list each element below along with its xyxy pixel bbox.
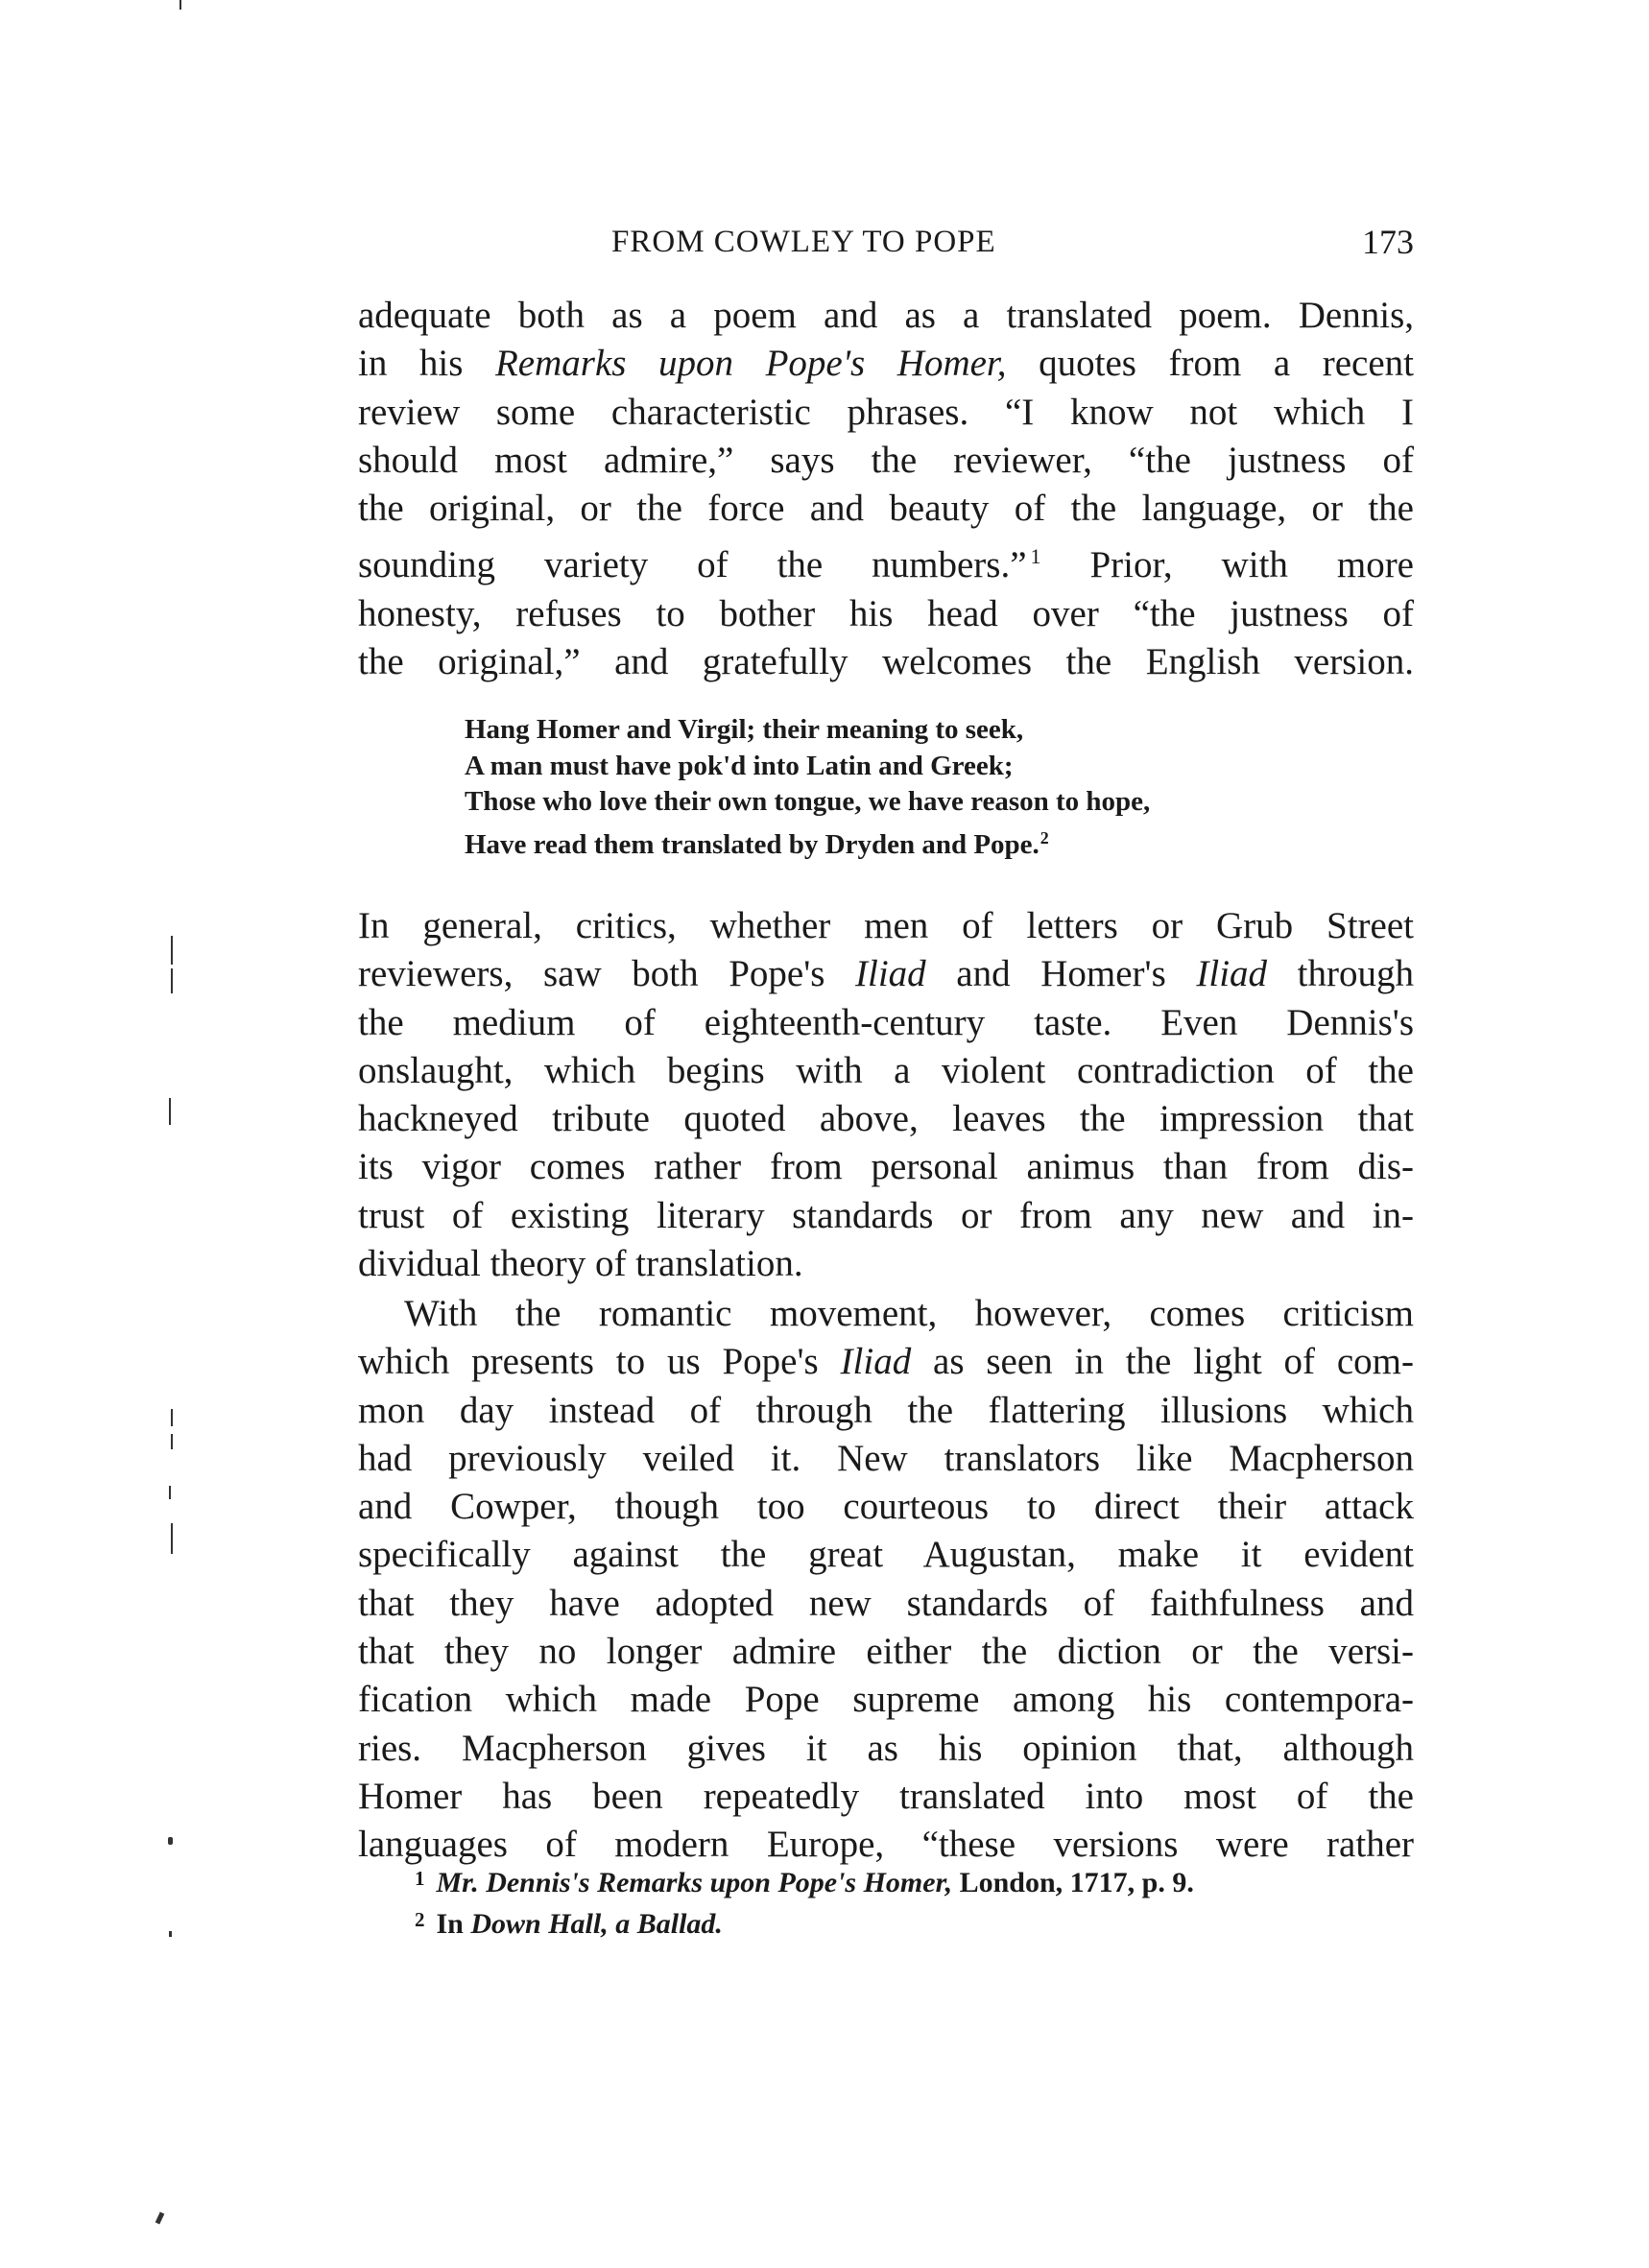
text-line: the original,” and gratefully welcomes the English version. (358, 641, 1414, 683)
running-title: FROM COWLEY TO POPE (611, 225, 996, 259)
text-line: onslaught, which begins with a violent contradiction of the (358, 1049, 1414, 1091)
book-title: Iliad (840, 1341, 912, 1383)
text-run: through (1267, 953, 1414, 995)
footnotes (415, 1860, 1422, 1943)
text-run: sounding variety of the numbers.” (358, 544, 1027, 586)
book-title: Mr. Dennis's Remarks upon Pope's Homer, (436, 1867, 953, 1898)
scan-speck (171, 1434, 173, 1449)
scan-speck (171, 1523, 173, 1554)
page-number: 173 (1362, 223, 1414, 261)
text-run: Prior, with more (1040, 544, 1414, 586)
text-run: quotes from a recent (1006, 343, 1414, 385)
verse-line (465, 821, 1405, 864)
text-line (358, 950, 1414, 998)
footnote-mark: 2 (415, 1908, 425, 1931)
scan-speck (169, 1486, 171, 1499)
text-run: which presents to us Pope's (358, 1341, 841, 1383)
text-line: had previously veiled it. New translators like Macpherson (358, 1437, 1414, 1479)
footnote-2 (415, 1901, 1422, 1943)
text-line: the medium of eighteenth-century taste. Even Dennis's (358, 1001, 1414, 1043)
footnote-ref: 1 (1030, 544, 1041, 569)
text-line: specifically against the great Augustan, make it evident (358, 1534, 1414, 1576)
text-line: and Cowper, though too courteous to direct their attack (358, 1486, 1414, 1528)
text-line (358, 533, 1414, 589)
book-title: Iliad (855, 953, 926, 995)
scan-speck (171, 968, 173, 993)
footnote-ref: 2 (1040, 827, 1049, 848)
running-header (358, 217, 1414, 267)
scan-speck (168, 1837, 173, 1845)
paragraph-1 (358, 292, 1414, 686)
verse-line: Hang Homer and Virgil; their meaning to seek, (465, 714, 1024, 745)
text-line: fication which made Pope supreme among his contempora- (358, 1679, 1414, 1721)
book-title: Iliad (1196, 953, 1268, 995)
verse-line: Those who love their own tongue, we have reason to hope, (465, 786, 1151, 817)
text-run: as seen in the light of com- (911, 1341, 1414, 1383)
verse-line: A man must have pok'd into Latin and Greek; (465, 750, 1014, 781)
book-title: Remarks upon Pope's Homer, (494, 343, 1007, 385)
text-line: that they no longer admire either the diction or the versi- (358, 1631, 1414, 1673)
scan-speck (169, 1098, 171, 1125)
text-line: In general, critics, whether men of letters or Grub Street (358, 905, 1414, 946)
text-run: reviewers, saw both Pope's (358, 953, 856, 995)
text-run: In (436, 1908, 471, 1940)
text-line: languages of modern Europe, “these versions were rather (358, 1824, 1414, 1866)
scan-speck (179, 0, 181, 10)
text-line: hackneyed tribute quoted above, leaves the impression that (358, 1098, 1414, 1140)
text-line: ries. Macpherson gives it as his opinion that, although (358, 1727, 1414, 1769)
text-run: and Homer's (925, 953, 1197, 995)
text-line: that they have adopted new standards of faithfulness and (358, 1582, 1414, 1624)
text-line (358, 1338, 1414, 1386)
verse-quotation (465, 712, 1405, 863)
text-line: the original, or the force and beauty of the language, or the (358, 488, 1414, 530)
paragraph-2 (358, 902, 1414, 1288)
text-line: its vigor comes rather from personal animus than from dis- (358, 1146, 1414, 1188)
text-line: honesty, refuses to bother his head over “the justness of (358, 592, 1414, 634)
scan-speck (171, 1409, 173, 1426)
text-line: mon day instead of through the flattering illusions which (358, 1389, 1414, 1431)
text-line: adequate both as a poem and as a translated poem. Dennis, (358, 295, 1414, 336)
footnote-mark: 1 (415, 1867, 425, 1890)
paragraph-3 (358, 1290, 1414, 1870)
text-line: With the romantic movement, however, comes criticism (404, 1293, 1414, 1334)
text-line: review some characteristic phrases. “I know not which I (358, 391, 1414, 433)
scan-speck (171, 936, 173, 965)
text-line: dividual theory of translation. (358, 1243, 803, 1285)
scan-speck (169, 1931, 172, 1937)
text-line (358, 340, 1414, 388)
scan-speck (155, 2212, 165, 2225)
text-run: Have read them translated by Dryden and Pope. (465, 828, 1040, 860)
text-run: in his (358, 343, 495, 385)
text-line: should most admire,” says the reviewer, “the justness of (358, 439, 1414, 481)
text-line: trust of existing literary standards or from any new and in- (358, 1194, 1414, 1236)
book-title: Down Hall, a Ballad. (470, 1908, 723, 1940)
footnote-1 (415, 1860, 1422, 1901)
text-line: Homer has been repeatedly translated into most of the (358, 1775, 1414, 1817)
text-run: London, 1717, p. 9. (952, 1867, 1194, 1898)
